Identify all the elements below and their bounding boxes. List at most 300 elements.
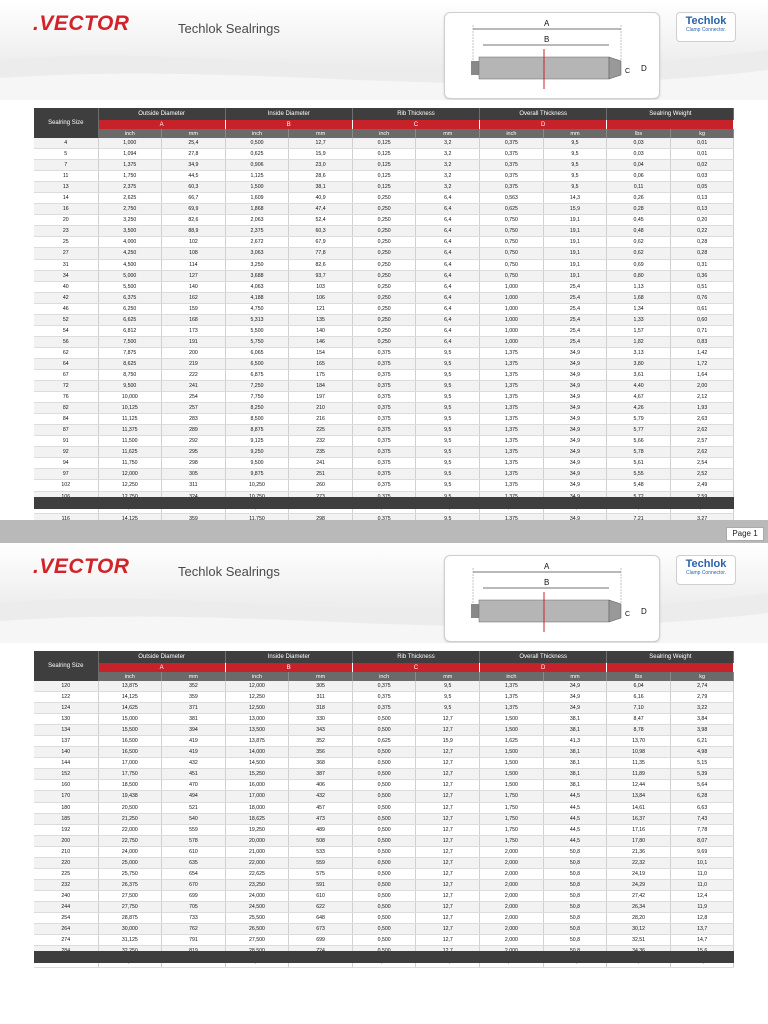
- table-cell: 34,9: [543, 447, 607, 458]
- table-cell: 0,500: [352, 868, 416, 879]
- table-row: [34, 215, 734, 226]
- table-cell: 34,9: [543, 347, 607, 358]
- table-cell: 25,4: [543, 281, 607, 292]
- dimension-letter-row: [34, 120, 734, 129]
- table-cell: 1,000: [480, 292, 544, 303]
- table-cell: 140: [289, 325, 353, 336]
- table-cell: 1,375: [480, 414, 544, 425]
- table-cell: 6,4: [416, 215, 480, 226]
- unit-header: inch: [480, 672, 544, 681]
- table-cell: 50,8: [543, 857, 607, 868]
- table-cell: 8,500: [225, 414, 289, 425]
- table-cell: 134: [34, 725, 98, 736]
- table-cell: 1,750: [480, 813, 544, 824]
- table-row: [34, 336, 734, 347]
- table-cell: 3,2: [416, 149, 480, 160]
- table-cell: 12,7: [416, 791, 480, 802]
- table-cell: 4,98: [670, 747, 734, 758]
- table-cell: 30,000: [98, 924, 162, 935]
- table-row: [34, 160, 734, 171]
- table-row: [34, 325, 734, 336]
- table-cell: 13,500: [225, 725, 289, 736]
- table-cell: 9,69: [670, 846, 734, 857]
- table-cell: 0,906: [225, 160, 289, 171]
- table-cell: 0,375: [352, 692, 416, 703]
- table-cell: 11,625: [98, 447, 162, 458]
- table-cell: 10,1: [670, 857, 734, 868]
- table-cell: 38,1: [543, 758, 607, 769]
- table-row: [34, 769, 734, 780]
- table-cell: 791: [162, 935, 226, 946]
- table-cell: 0,500: [352, 879, 416, 890]
- table-cell: 19,1: [543, 215, 607, 226]
- table-cell: 7,875: [98, 347, 162, 358]
- document-subtitle: Techlok Sealrings: [178, 564, 280, 579]
- sealring-size-header: Sealring Size: [34, 108, 98, 138]
- table-cell: 6,4: [416, 292, 480, 303]
- table-cell: 34,9: [543, 681, 607, 692]
- table-cell: 2,52: [670, 469, 734, 480]
- table-cell: 3,80: [607, 358, 671, 369]
- table-cell: 0,250: [352, 281, 416, 292]
- table-row: [34, 846, 734, 857]
- table-cell: 254: [162, 392, 226, 403]
- table-cell: 0,250: [352, 314, 416, 325]
- table-cell: 368: [289, 758, 353, 769]
- table-cell: 2,79: [670, 692, 734, 703]
- table-cell: 66,7: [162, 193, 226, 204]
- table-cell: 6,875: [225, 369, 289, 380]
- table-cell: 11,125: [98, 414, 162, 425]
- table-cell: 1,93: [670, 403, 734, 414]
- table-row: [34, 868, 734, 879]
- group-header: Sealring Weight: [607, 108, 734, 120]
- table-cell: 5,61: [607, 458, 671, 469]
- table-cell: 67,9: [289, 237, 353, 248]
- table-cell: 8,78: [607, 725, 671, 736]
- table-cell: 116: [34, 513, 98, 520]
- table-cell: 121: [289, 303, 353, 314]
- table-cell: 50,8: [543, 924, 607, 935]
- table-cell: 30,12: [607, 924, 671, 935]
- table-cell: 14,3: [543, 193, 607, 204]
- table-cell: 1,750: [480, 835, 544, 846]
- table-cell: 0,750: [480, 248, 544, 259]
- table-row: [34, 248, 734, 259]
- table-cell: 6,16: [607, 692, 671, 703]
- table-row: [34, 703, 734, 714]
- table-cell: 31,125: [98, 935, 162, 946]
- table-cell: 146: [289, 336, 353, 347]
- table-cell: 0,500: [352, 857, 416, 868]
- unit-header: inch: [98, 129, 162, 138]
- group-header: Inside Diameter: [225, 651, 352, 663]
- table-cell: 1,34: [607, 303, 671, 314]
- table-cell: 6,4: [416, 314, 480, 325]
- header-banner: [0, 543, 768, 643]
- table-cell: 25,750: [98, 868, 162, 879]
- table-cell: 9,5: [543, 138, 607, 149]
- table-cell: 1,375: [480, 681, 544, 692]
- table-cell: 56: [34, 336, 98, 347]
- table-cell: 12,250: [225, 692, 289, 703]
- table-cell: 1,000: [480, 325, 544, 336]
- table-cell: 0,48: [607, 226, 671, 237]
- table-cell: 4,063: [225, 281, 289, 292]
- vector-logo: .VECTOR: [33, 12, 130, 35]
- table-cell: 0,375: [352, 369, 416, 380]
- table-cell: 2,74: [670, 681, 734, 692]
- table-cell: 2,62: [670, 447, 734, 458]
- table-cell: 3,2: [416, 138, 480, 149]
- table-cell: 419: [162, 736, 226, 747]
- group-header-row: [34, 108, 734, 120]
- table-cell: 9,875: [225, 469, 289, 480]
- table-cell: 15,250: [225, 769, 289, 780]
- table-cell: 1,42: [670, 347, 734, 358]
- table-cell: 419: [162, 747, 226, 758]
- table-cell: 9,5: [416, 381, 480, 392]
- table-cell: 0,750: [480, 237, 544, 248]
- table-cell: 5,313: [225, 314, 289, 325]
- table-cell: 0,375: [480, 171, 544, 182]
- table-cell: 241: [162, 381, 226, 392]
- table-cell: 84: [34, 414, 98, 425]
- table-cell: 352: [162, 681, 226, 692]
- table-cell: 22,32: [607, 857, 671, 868]
- table-cell: 5,79: [607, 414, 671, 425]
- techlok-tagline: Clamp Connector.: [685, 570, 727, 576]
- table-cell: 160: [34, 780, 98, 791]
- table-cell: 9,5: [416, 458, 480, 469]
- table-row: [34, 901, 734, 912]
- table-cell: 274: [34, 935, 98, 946]
- table-cell: 6,4: [416, 281, 480, 292]
- table-cell: 44,5: [162, 171, 226, 182]
- table-cell: 457: [289, 802, 353, 813]
- table-cell: 9,5: [543, 160, 607, 171]
- table-cell: 5,55: [607, 469, 671, 480]
- table-cell: 371: [162, 703, 226, 714]
- table-cell: 191: [162, 336, 226, 347]
- table-cell: 69,9: [162, 204, 226, 215]
- table-cell: 0,01: [670, 138, 734, 149]
- table-cell: 31: [34, 259, 98, 270]
- table-cell: 152: [34, 769, 98, 780]
- table-cell: 19,1: [543, 226, 607, 237]
- table-cell: 11,35: [607, 758, 671, 769]
- table-cell: 387: [289, 769, 353, 780]
- table-cell: 122: [34, 692, 98, 703]
- table-cell: 216: [289, 414, 353, 425]
- table-row: [34, 780, 734, 791]
- table-cell: 17,750: [98, 769, 162, 780]
- table-cell: 16,000: [225, 780, 289, 791]
- dimension-a-label: A: [544, 562, 550, 571]
- table-cell: 20,000: [225, 835, 289, 846]
- table-cell: 0,69: [607, 259, 671, 270]
- table-cell: 622: [289, 901, 353, 912]
- table-cell: 254: [34, 912, 98, 923]
- table-cell: 0,375: [352, 703, 416, 714]
- table-cell: 0,375: [352, 347, 416, 358]
- table-cell: 8,47: [607, 714, 671, 725]
- table-cell: 0,375: [480, 182, 544, 193]
- table-cell: 762: [162, 924, 226, 935]
- table-cell: 2,000: [480, 879, 544, 890]
- unit-header: mm: [416, 672, 480, 681]
- table-cell: 470: [162, 780, 226, 791]
- table-cell: 15,9: [289, 149, 353, 160]
- table-row: [34, 890, 734, 901]
- table-cell: 14,500: [225, 758, 289, 769]
- table-cell: 12,7: [416, 879, 480, 890]
- dimension-letter: D: [480, 120, 607, 129]
- table-cell: 27,500: [225, 935, 289, 946]
- table-cell: 34,9: [543, 458, 607, 469]
- table-cell: 2,000: [480, 846, 544, 857]
- table-cell: 0,375: [352, 425, 416, 436]
- table-cell: 50,8: [543, 901, 607, 912]
- table-cell: 654: [162, 868, 226, 879]
- table-cell: 60,3: [162, 182, 226, 193]
- table-cell: 11,0: [670, 868, 734, 879]
- table-cell: 305: [289, 681, 353, 692]
- table-cell: 7,21: [607, 513, 671, 520]
- table-cell: 0,250: [352, 303, 416, 314]
- table-cell: 432: [162, 758, 226, 769]
- table-cell: 50,8: [543, 890, 607, 901]
- table-row: [34, 480, 734, 491]
- table-cell: 0,375: [352, 414, 416, 425]
- table-cell: 2,000: [480, 924, 544, 935]
- table-cell: 12,250: [98, 480, 162, 491]
- table-row: [34, 358, 734, 369]
- table-row: [34, 835, 734, 846]
- table-cell: 241: [289, 458, 353, 469]
- table-cell: 15,9: [543, 204, 607, 215]
- table-cell: 5,64: [670, 780, 734, 791]
- table-cell: 46: [34, 303, 98, 314]
- table-cell: 12,7: [416, 747, 480, 758]
- table-cell: 34,9: [543, 436, 607, 447]
- dimension-b-label: B: [544, 578, 550, 587]
- table-cell: 38,1: [543, 714, 607, 725]
- group-header: Outside Diameter: [98, 108, 225, 120]
- table-cell: 7,750: [225, 392, 289, 403]
- table-cell: 6,04: [607, 681, 671, 692]
- dimension-letter-row: [34, 663, 734, 672]
- table-cell: 12,7: [416, 725, 480, 736]
- table-cell: 20: [34, 215, 98, 226]
- table-cell: 1,82: [607, 336, 671, 347]
- table-cell: 25,4: [162, 138, 226, 149]
- table-cell: 34,9: [543, 703, 607, 714]
- table-cell: 180: [34, 802, 98, 813]
- table-cell: 8,750: [98, 369, 162, 380]
- table-cell: 0,125: [352, 149, 416, 160]
- table-cell: 432: [289, 791, 353, 802]
- table-cell: 4,500: [98, 259, 162, 270]
- table-row: [34, 281, 734, 292]
- table-cell: 108: [162, 248, 226, 259]
- table-cell: 1,000: [480, 336, 544, 347]
- table-row: [34, 714, 734, 725]
- dimension-letter: D: [480, 663, 607, 672]
- dimension-b-label: B: [544, 35, 550, 44]
- table-row: [34, 736, 734, 747]
- table-cell: 9,5: [416, 436, 480, 447]
- table-cell: 0,01: [670, 149, 734, 160]
- table-cell: 7,10: [607, 703, 671, 714]
- unit-header: inch: [480, 129, 544, 138]
- table-cell: 0,05: [670, 182, 734, 193]
- table-row: [34, 270, 734, 281]
- table-cell: 24,000: [225, 890, 289, 901]
- table-cell: 12,7: [416, 924, 480, 935]
- table-cell: 175: [289, 369, 353, 380]
- table-cell: 0,250: [352, 336, 416, 347]
- table-cell: 24,19: [607, 868, 671, 879]
- table-cell: 0,500: [352, 802, 416, 813]
- table-cell: 14,125: [98, 692, 162, 703]
- table-cell: 1,000: [480, 314, 544, 325]
- table-cell: 406: [289, 780, 353, 791]
- table-cell: 3,22: [670, 703, 734, 714]
- table-cell: 673: [289, 924, 353, 935]
- table-row: [34, 292, 734, 303]
- table-cell: 4,188: [225, 292, 289, 303]
- table-row: [34, 369, 734, 380]
- table-cell: 2,54: [670, 458, 734, 469]
- group-header: Rib Thickness: [352, 108, 479, 120]
- table-cell: 25,500: [225, 912, 289, 923]
- table-cell: 0,563: [480, 193, 544, 204]
- table-cell: 0,125: [352, 171, 416, 182]
- unit-header: inch: [352, 129, 416, 138]
- table-cell: 11: [34, 171, 98, 182]
- table-cell: 3,688: [225, 270, 289, 281]
- table-cell: 38,1: [543, 780, 607, 791]
- table-cell: 38,1: [289, 182, 353, 193]
- table-cell: 1,57: [607, 325, 671, 336]
- table-cell: 381: [162, 714, 226, 725]
- table-cell: 9,5: [416, 425, 480, 436]
- table-cell: 2,000: [480, 890, 544, 901]
- table-cell: 0,500: [352, 835, 416, 846]
- table-cell: 12,7: [416, 912, 480, 923]
- table-cell: 0,61: [670, 303, 734, 314]
- table-cell: 88,9: [162, 226, 226, 237]
- table-cell: 4,67: [607, 392, 671, 403]
- table-cell: 124: [34, 703, 98, 714]
- table-cell: 27,42: [607, 890, 671, 901]
- document-page-2: [0, 543, 768, 1024]
- table-cell: 219: [162, 358, 226, 369]
- table-cell: 50,8: [543, 879, 607, 890]
- table-cell: 11,89: [607, 769, 671, 780]
- table-cell: 9,5: [416, 681, 480, 692]
- table-cell: 13,70: [607, 736, 671, 747]
- table-cell: 225: [289, 425, 353, 436]
- table-cell: 23: [34, 226, 98, 237]
- table-cell: 0,625: [480, 204, 544, 215]
- table-cell: 12,7: [416, 935, 480, 946]
- table-cell: 6,4: [416, 325, 480, 336]
- table-cell: 16,500: [98, 736, 162, 747]
- table-cell: 5,15: [670, 758, 734, 769]
- table-cell: 12,7: [416, 846, 480, 857]
- dimension-letter: B: [225, 663, 352, 672]
- table-cell: 102: [34, 480, 98, 491]
- table-cell: 1,64: [670, 369, 734, 380]
- table-cell: 77,8: [289, 248, 353, 259]
- group-header-row: [34, 651, 734, 663]
- table-cell: 0,250: [352, 270, 416, 281]
- sealring-table-page-1: [34, 108, 734, 520]
- table-cell: 0,250: [352, 325, 416, 336]
- table-cell: 34,9: [543, 480, 607, 491]
- table-cell: 25,4: [543, 303, 607, 314]
- table-cell: 162: [162, 292, 226, 303]
- table-cell: 114: [162, 259, 226, 270]
- table-cell: 137: [34, 736, 98, 747]
- table-cell: 26,375: [98, 879, 162, 890]
- table-cell: 559: [289, 857, 353, 868]
- table-cell: 170: [34, 791, 98, 802]
- table-cell: 27,500: [98, 890, 162, 901]
- table-row: [34, 436, 734, 447]
- table-row: [34, 747, 734, 758]
- table-cell: 18,000: [225, 802, 289, 813]
- table-cell: 6,21: [670, 736, 734, 747]
- table-cell: 7: [34, 160, 98, 171]
- table-row: [34, 879, 734, 890]
- table-cell: 62: [34, 347, 98, 358]
- dimension-letter: [607, 663, 734, 672]
- table-cell: 106: [289, 292, 353, 303]
- table-cell: 13: [34, 182, 98, 193]
- table-cell: 1,375: [480, 403, 544, 414]
- table-cell: 19,1: [543, 259, 607, 270]
- table-cell: 9,500: [98, 381, 162, 392]
- unit-row: [34, 129, 734, 138]
- table-cell: 34,9: [543, 392, 607, 403]
- table-cell: 3,98: [670, 725, 734, 736]
- table-cell: 25,4: [543, 325, 607, 336]
- table-cell: 7,250: [225, 381, 289, 392]
- table-cell: 533: [289, 846, 353, 857]
- table-cell: 257: [162, 403, 226, 414]
- table-cell: 9,5: [416, 469, 480, 480]
- table-cell: 5,000: [98, 270, 162, 281]
- table-cell: 21,36: [607, 846, 671, 857]
- table-cell: 0,500: [352, 813, 416, 824]
- vector-logo: .VECTOR: [33, 555, 130, 578]
- table-cell: 4,40: [607, 381, 671, 392]
- unit-header: mm: [416, 129, 480, 138]
- table-row: [34, 813, 734, 824]
- table-cell: 0,60: [670, 314, 734, 325]
- table-cell: 1,375: [480, 692, 544, 703]
- table-cell: 578: [162, 835, 226, 846]
- table-cell: 1,750: [480, 802, 544, 813]
- table-cell: 82: [34, 403, 98, 414]
- table-cell: 0,250: [352, 292, 416, 303]
- table-cell: 1,500: [480, 769, 544, 780]
- table-cell: 25: [34, 237, 98, 248]
- table-cell: 6,63: [670, 802, 734, 813]
